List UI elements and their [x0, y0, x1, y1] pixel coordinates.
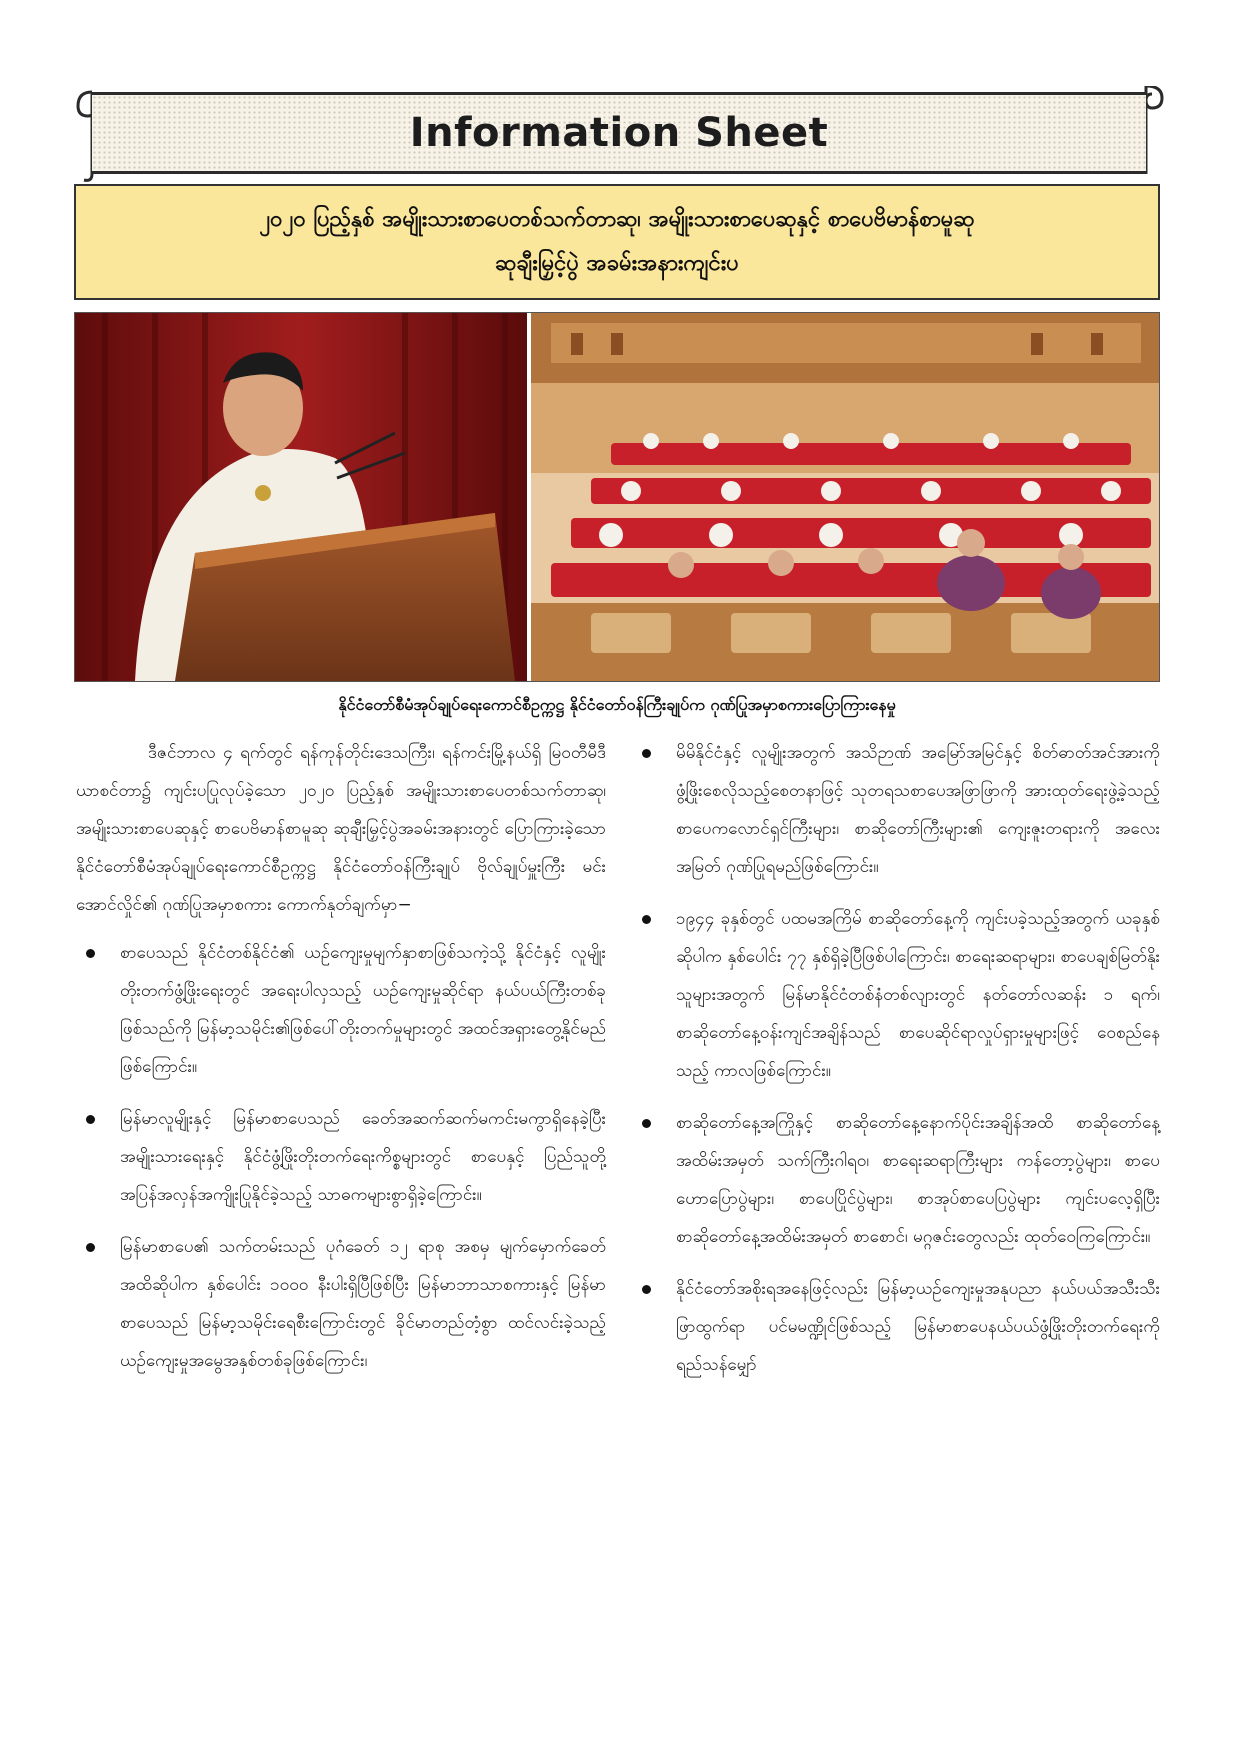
- headline-line-1: ၂၀၂၀ ပြည့်နှစ် အမျိုးသားစာပေတစ်သက်တာဆု၊ အမျိုးသားစာပေဆုနှင့် စာပေဗိမာန်စာမူဆု: [259, 207, 975, 232]
- bullet-text: နိုင်ငံတော်အစိုးရအနေဖြင့်လည်း မြန်မာ့ယဉ်ကျေးမှုအနုပညာ နယ်ပယ်အသီးသီးဖြာထွက်ရာ ပင်မမဏ္ဍိုင်ဖြစ်သည့် မြန်မာစာပေနယ်ပယ်ဖွံ့ဖြိုးတိုးတက်ရေးကို ရည်သန်မျှော်: [676, 1279, 1160, 1375]
- list-item: [76, 1228, 606, 1380]
- list-item: [76, 934, 606, 1086]
- left-column: [76, 734, 606, 1394]
- audience-photo: [531, 313, 1160, 681]
- headline-line-2: ဆုချီးမြှင့်ပွဲ အခမ်းအနားကျင်းပ: [495, 251, 739, 276]
- list-item: [632, 1104, 1160, 1256]
- bullet-icon: [642, 915, 651, 924]
- list-item: [632, 1270, 1160, 1384]
- bullet-text: မိမိနိုင်ငံနှင့် လူမျိုးအတွက် အသိဉာဏ် အမြော်အမြင်နှင့် စိတ်ဓာတ်အင်အားကို ဖွံ့ဖြိုးစေလိုသည့်စေတနာဖြင့် သုတရသစာပေအဖြာဖြာကို အားထုတ်ရေးဖွဲ့ခဲ့သည့် စာပေကလောင်ရှင်ကြီးများ၊ စာဆိုတော်ကြီးများ၏ ကျေးဇူးတရားကို အလေးအမြတ် ဂုဏ်ပြုရမည်ဖြစ်ကြောင်း။: [676, 743, 1160, 877]
- bullet-icon: [642, 1119, 651, 1128]
- intro-paragraph: ဒီဇင်ဘာလ ၄ ရက်တွင် ရန်ကုန်တိုင်းဒေသကြီး၊ ရန်ကင်းမြို့နယ်ရှိ မြဝတီမီဒီယာစင်တာ၌ ကျင်းပပြုလုပ်ခဲ့သော ၂၀၂၀ ပြည့်နှစ် အမျိုးသားစာပေတစ်သက်တာဆု၊ အမျိုးသားစာပေဆုနှင့် စာပေဗိမာန်စာမူဆု ဆုချီးမြှင့်ပွဲအခမ်းအနားတွင် ပြောကြားခဲ့သော နိုင်ငံတော်စီမံအုပ်ချုပ်ရေးကောင်စီဥက္ကဋ္ဌ နိုင်ငံတော်ဝန်ကြီးချုပ် ဗိုလ်ချုပ်မှူးကြီး မင်းအောင်လှိုင်၏ ဂုဏ်ပြုအမှာစကား ကောက်နုတ်ချက်မှာ−: [76, 743, 606, 915]
- bullet-icon: [642, 749, 651, 758]
- headline-box: [74, 184, 1160, 300]
- title-banner: [74, 86, 1164, 182]
- photo-strip: [74, 312, 1160, 682]
- bullet-icon: [86, 949, 95, 958]
- bullet-icon: [86, 1243, 95, 1252]
- photo-caption: နိုင်ငံတော်စီမံအုပ်ချုပ်ရေးကောင်စီဥက္ကဋ္ဌ နိုင်ငံတော်ဝန်ကြီးချုပ်က ဂုဏ်ပြုအမှာစကားပြောကြားနေမှု: [338, 695, 896, 714]
- list-item: [632, 900, 1160, 1090]
- bullet-text: မြန်မာစာပေ၏ သက်တမ်းသည် ပုဂံခေတ် ၁၂ ရာစု အစမှ မျက်မှောက်ခေတ်အထိဆိုပါက နှစ်ပေါင်း ၁၀၀၀ နီးပါးရှိပြီဖြစ်ပြီး မြန်မာဘာသာစကားနှင့် မြန်မာစာပေသည် မြန်မာ့သမိုင်းရေစီးကြောင်းတွင် ခိုင်မာတည်တံ့စွာ ထင်လင်းခဲ့သည့် ယဉ်ကျေးမှုအမွေအနှစ်တစ်ခုဖြစ်ကြောင်း၊: [120, 1237, 606, 1371]
- bullet-icon: [642, 1285, 651, 1294]
- bullet-icon: [86, 1115, 95, 1124]
- list-item: [632, 734, 1160, 886]
- speaker-photo: [75, 313, 527, 681]
- right-column: [632, 734, 1160, 1398]
- scroll-body: [92, 92, 1146, 174]
- bullet-text: ၁၉၄၄ ခုနှစ်တွင် ပထမအကြိမ် စာဆိုတော်နေ့ကို ကျင်းပခဲ့သည့်အတွက် ယခုနှစ်ဆိုပါက နှစ်ပေါင်း ၇၇ နှစ်ရှိခဲ့ပြီဖြစ်ပါကြောင်း၊ စာရေးဆရာများ၊ စာပေချစ်မြတ်နိုးသူများအတွက် မြန်မာနိုင်ငံတစ်နံတစ်လျားတွင် နတ်တော်လဆန်း ၁ ရက်၊ စာဆိုတော်နေ့ဝန်းကျင်အချိန်သည် စာပေဆိုင်ရာလှုပ်ရှားမှုများဖြင့် ဝေစည်နေသည့် ကာလဖြစ်ကြောင်း။: [676, 909, 1160, 1081]
- page-title: Information Sheet: [409, 110, 829, 156]
- list-item: [76, 1100, 606, 1214]
- bullet-text: မြန်မာလူမျိုးနှင့် မြန်မာစာပေသည် ခေတ်အဆက်ဆက်မကင်းမကွာရှိနေခဲ့ပြီး အမျိုးသားရေးနှင့် နိုင်ငံဖွံ့ဖြိုးတိုးတက်ရေးကိစ္စများတွင် စာပေနှင့် ပြည်သူတို့ အပြန်အလှန်အကျိုးပြုနိုင်ခဲ့သည့် သာဓကများစွာရှိခဲ့ကြောင်း။: [120, 1109, 606, 1205]
- bullet-text: စာဆိုတော်နေ့အကြိုနှင့် စာဆိုတော်နေ့နောက်ပိုင်းအချိန်အထိ စာဆိုတော်နေ့အထိမ်းအမှတ် သက်ကြီးဂါရဝ၊ စာရေးဆရာကြီးများ ကန်တော့ပွဲများ၊ စာပေဟောပြောပွဲများ၊ စာပေပြိုင်ပွဲများ၊ စာအုပ်စာပေပြပွဲများ ကျင်းပလေ့ရှိပြီး စာဆိုတော်နေ့အထိမ်းအမှတ် စာစောင်၊ မဂ္ဂဇင်းတွေလည်း ထုတ်ဝေကြကြောင်း။: [676, 1113, 1160, 1247]
- bullet-text: စာပေသည် နိုင်ငံတစ်နိုင်ငံ၏ ယဉ်ကျေးမှုမျက်နှာစာဖြစ်သကဲ့သို့ နိုင်ငံနှင့် လူမျိုးတိုးတက်ဖွံ့ဖြိုးရေးတွင် အရေးပါလှသည့် ယဉ်ကျေးမှုဆိုင်ရာ နယ်ပယ်ကြီးတစ်ခုဖြစ်သည်ကို မြန်မာ့သမိုင်း၏ဖြစ်ပေါ်တိုးတက်မှုများတွင် အထင်အရှားတွေ့နိုင်မည်ဖြစ်ကြောင်း။: [120, 943, 607, 1077]
